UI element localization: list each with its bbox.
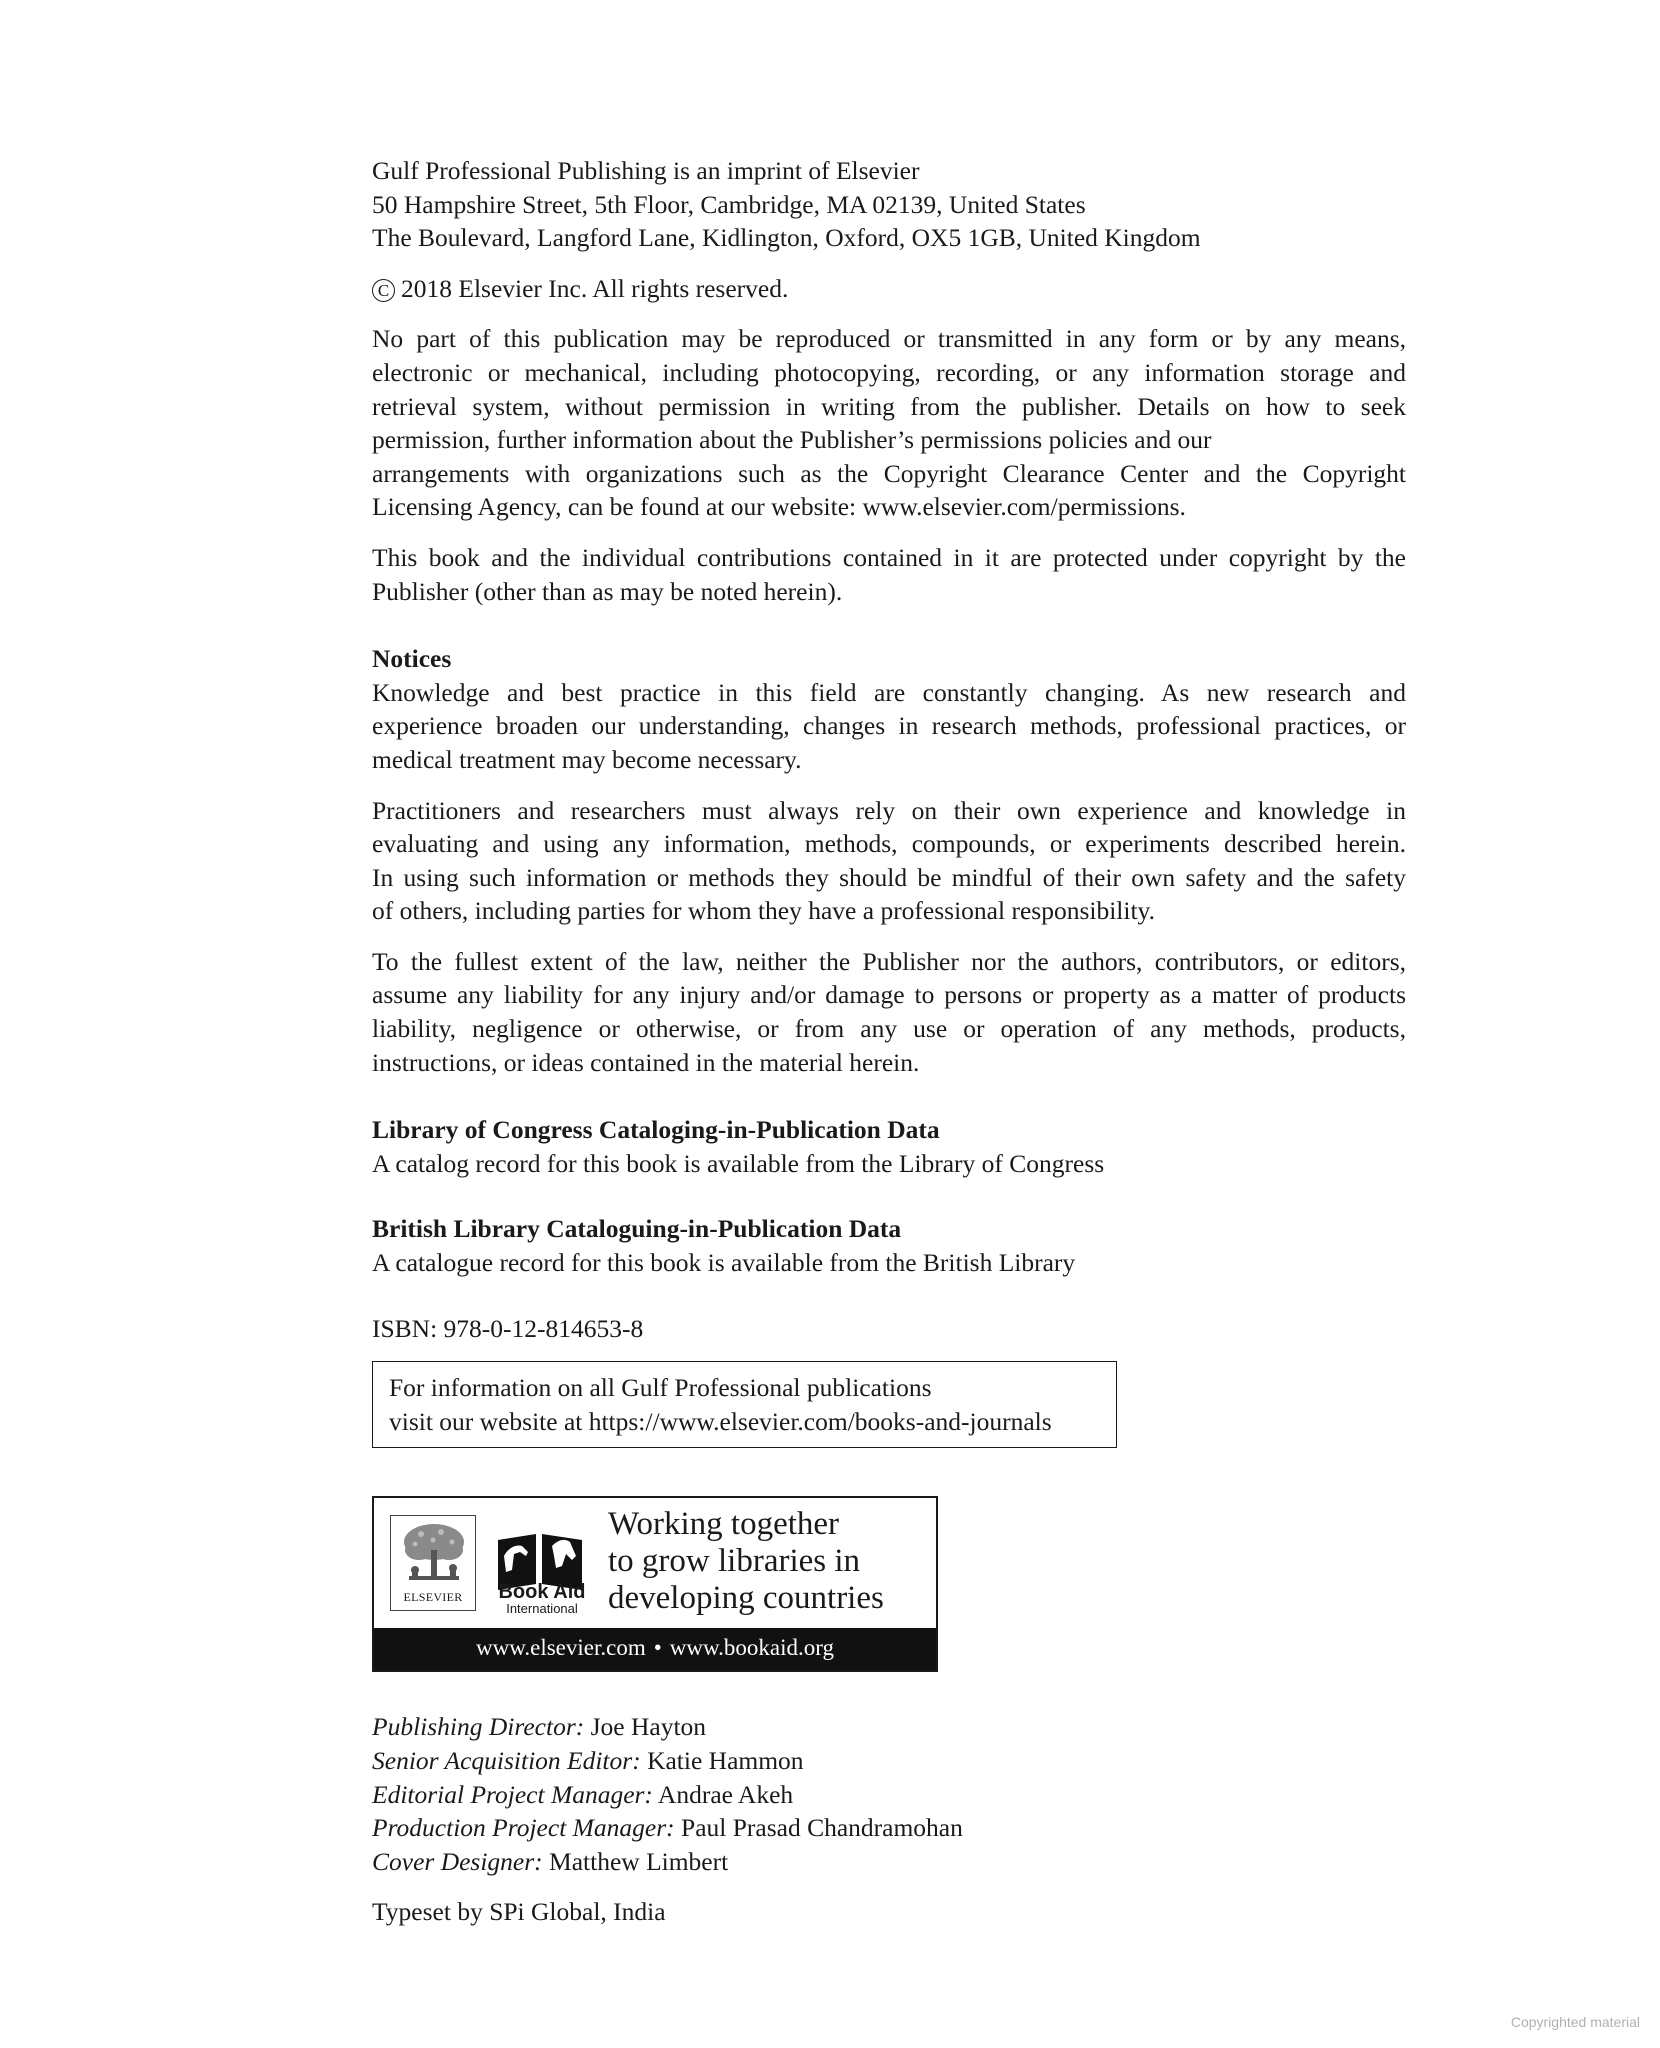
credit-role: Production Project Manager: — [372, 1813, 675, 1843]
credits — [372, 1710, 1406, 1878]
credit-role: Senior Acquisition Editor: — [372, 1746, 641, 1775]
credit-row — [372, 1845, 1406, 1879]
typeset-text: Typeset by SPi Global, India — [372, 1897, 666, 1927]
loc-section — [372, 1113, 1406, 1180]
tagline-line: Working together — [608, 1506, 840, 1543]
credit-name: Paul Prasad Chandramohan — [681, 1813, 963, 1843]
credit-row — [372, 1744, 1406, 1778]
credit-name: Joe Hayton — [590, 1712, 707, 1742]
notices-paragraph — [372, 945, 1406, 1079]
tagline-line: to grow libraries in — [608, 1543, 861, 1580]
bullet-separator: • — [653, 1635, 662, 1661]
publisher-line: The Boulevard, Langford Lane, Kidlington, Oxford, OX5 1GB, United Kingdom — [372, 223, 1201, 253]
copyright-watermark: Copyrighted material — [1510, 2014, 1640, 2030]
notices-line: assume any liability for any injury and/or damage to persons or property as a matter of products — [372, 980, 1406, 1010]
publisher-address — [372, 154, 1406, 255]
isbn — [372, 1312, 1406, 1346]
bl-text: A catalogue record for this book is available from the British Library — [372, 1248, 1076, 1278]
rights-line: No part of this publication may be reproduced or transmitted in any form or by any means, — [372, 324, 1406, 354]
book-aid-tagline — [608, 1506, 884, 1617]
credit-role: Cover Designer: — [372, 1846, 543, 1876]
copyright-notice — [372, 272, 1406, 306]
credit-role: Publishing Director: — [372, 1712, 585, 1742]
loc-text: A catalog record for this book is available from the Library of Congress — [372, 1148, 1105, 1178]
info-box — [372, 1361, 1117, 1448]
book-aid-name: Book Aid — [498, 1581, 586, 1604]
rights-line: arrangements with organizations such as the Copyright Clearance Center and the Copyright — [372, 458, 1406, 488]
isbn-text: ISBN: 978-0-12-814653-8 — [372, 1313, 644, 1343]
protection-paragraph — [372, 541, 1406, 608]
elsevier-url: www.elsevier.com — [476, 1635, 646, 1661]
book-aid-subtitle: International — [506, 1601, 578, 1617]
book-aid-banner — [372, 1496, 938, 1672]
bl-heading: British Library Cataloguing-in-Publication Data — [372, 1214, 902, 1244]
elsevier-logo — [390, 1515, 476, 1611]
notices-paragraph — [372, 676, 1406, 777]
notices-line: Practitioners and researchers must always rely on their own experience and knowledge in — [372, 795, 1406, 825]
notices-line: instructions, or ideas contained in the material herein. — [372, 1047, 920, 1077]
rights-line: permission, further information about the Publisher’s permissions policies and our — [372, 425, 1212, 455]
bookaid-url: www.bookaid.org — [669, 1635, 834, 1661]
tagline-line: developing countries — [608, 1580, 884, 1617]
copyright-page — [372, 154, 1406, 1929]
notices-line: medical treatment may become necessary. — [372, 744, 802, 774]
publisher-line: Gulf Professional Publishing is an imprint of Elsevier — [372, 156, 920, 185]
elsevier-wordmark: ELSEVIER — [403, 1590, 463, 1605]
credit-row — [372, 1778, 1406, 1812]
credit-role: Editorial Project Manager: — [372, 1779, 653, 1809]
notices-line: liability, negligence or otherwise, or from any use or operation of any methods, products, — [372, 1014, 1406, 1044]
info-line: For information on all Gulf Professional publications — [389, 1373, 932, 1403]
protection-line: Publisher (other than as may be noted herein). — [372, 576, 843, 606]
protection-line: This book and the individual contributions contained in it are protected under copyright by the — [372, 542, 1406, 572]
rights-line: Licensing Agency, can be found at our website: www.elsevier.com/permissions. — [372, 492, 1186, 522]
rights-line: electronic or mechanical, including photocopying, recording, or any information storage and — [372, 357, 1406, 387]
credit-name: Matthew Limbert — [549, 1846, 729, 1876]
credit-name: Katie Hammon — [647, 1746, 804, 1775]
notices-line: Knowledge and best practice in this field are constantly changing. As new research and — [372, 677, 1406, 707]
notices-line: evaluating and using any information, methods, compounds, or experiments described herein. — [372, 829, 1406, 859]
notices-line: of others, including parties for whom they have a professional responsibility. — [372, 896, 1156, 926]
loc-heading: Library of Congress Cataloging-in-Publication Data — [372, 1115, 940, 1145]
notices-section — [372, 642, 1406, 1079]
notices-line: experience broaden our understanding, changes in research methods, professional practices, or — [372, 711, 1406, 741]
notices-line: To the fullest extent of the law, neither the Publisher nor the authors, contributors, or editors, — [372, 946, 1406, 976]
credit-name: Andrae Akeh — [657, 1779, 794, 1809]
notices-paragraph — [372, 794, 1406, 928]
publisher-line: 50 Hampshire Street, 5th Floor, Cambridge, MA 02139, United States — [372, 189, 1086, 219]
tree-icon — [397, 1520, 471, 1586]
rights-line: retrieval system, without permission in writing from the publisher. Details on how to seek — [372, 391, 1406, 421]
banner-footer — [374, 1628, 936, 1670]
bl-section — [372, 1212, 1406, 1279]
rights-paragraph — [372, 322, 1406, 524]
copyright-icon: C — [372, 279, 395, 302]
notices-line: In using such information or methods they should be mindful of their own safety and the safety — [372, 862, 1406, 892]
credit-row — [372, 1811, 1406, 1845]
copyright-text: 2018 Elsevier Inc. All rights reserved. — [401, 273, 789, 303]
credit-row — [372, 1710, 1406, 1744]
typeset-credit — [372, 1895, 1406, 1929]
notices-heading: Notices — [372, 644, 452, 674]
info-line: visit our website at https://www.elsevier.com/books-and-journals — [389, 1406, 1052, 1436]
